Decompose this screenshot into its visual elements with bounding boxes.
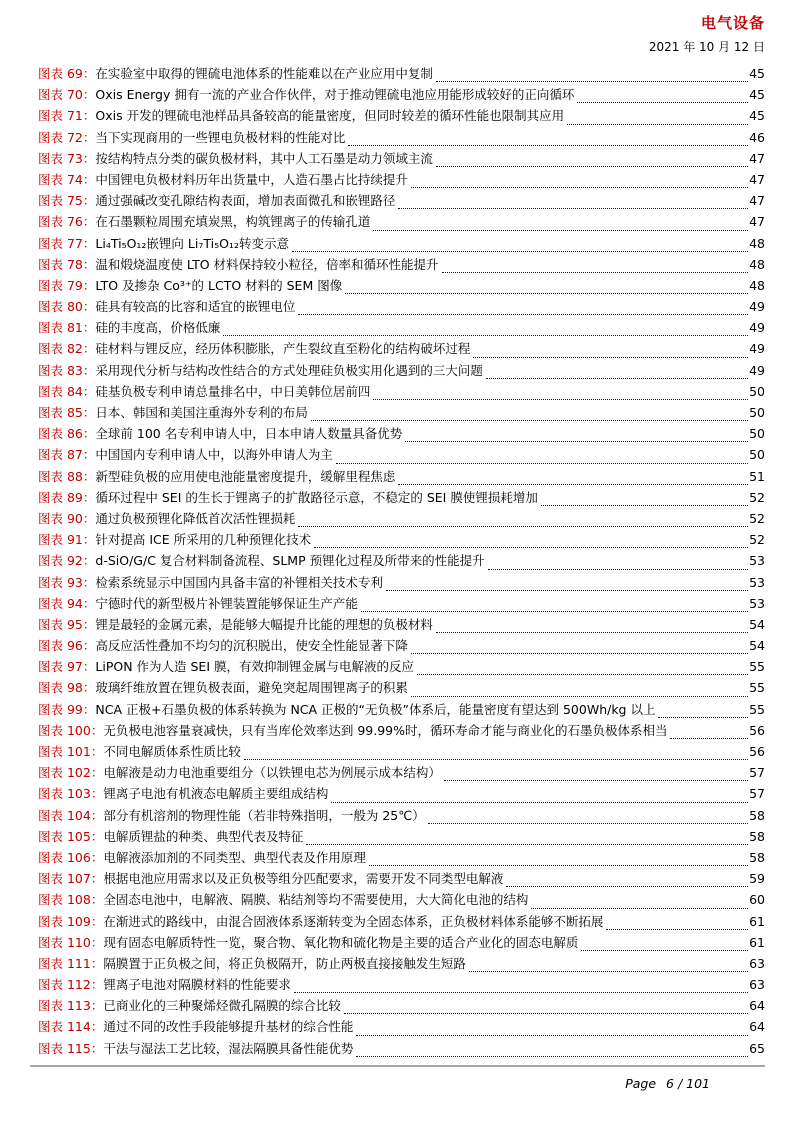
toc-entry-label: 图表 114： bbox=[38, 1019, 104, 1035]
toc-entry[interactable] bbox=[38, 128, 765, 149]
toc-entry-page: 46 bbox=[749, 129, 765, 145]
toc-entry-title: LiPON 作为人造 SEI 膜，有效抑制锂金属与电解液的反应 bbox=[95, 659, 414, 675]
toc-entry-title: 硅具有较高的比容和适宜的嵌锂电位 bbox=[95, 299, 296, 315]
toc-entry-page: 55 bbox=[749, 701, 765, 717]
dotted-leader-icon bbox=[444, 766, 748, 781]
toc-entry[interactable] bbox=[38, 509, 765, 530]
toc-entry-label: 图表 90： bbox=[38, 510, 96, 526]
toc-list bbox=[38, 64, 765, 1060]
dotted-leader-icon bbox=[244, 745, 748, 760]
toc-entry-page: 50 bbox=[749, 426, 765, 442]
dotted-leader-icon bbox=[506, 872, 748, 887]
toc-entry-title: 电解液是动力电池重要组分（以铁锂电芯为例展示成本结构） bbox=[103, 765, 441, 781]
dotted-leader-icon bbox=[386, 576, 748, 591]
toc-entry-page: 48 bbox=[749, 235, 765, 251]
toc-entry-label: 图表 86： bbox=[38, 426, 96, 442]
dotted-leader-icon bbox=[398, 470, 748, 485]
toc-entry-label: 图表 75： bbox=[38, 193, 96, 209]
toc-entry-page: 63 bbox=[749, 955, 765, 971]
toc-entry-label: 图表 112： bbox=[38, 977, 104, 993]
toc-entry[interactable] bbox=[38, 445, 765, 466]
toc-entry[interactable] bbox=[38, 276, 765, 297]
toc-entry-label: 图表 78： bbox=[38, 256, 96, 272]
toc-entry-label: 图表 105： bbox=[38, 828, 104, 844]
toc-entry-label: 图表 101： bbox=[38, 744, 104, 759]
toc-entry-title: 锂是最轻的金属元素，是能够大幅提升比能的理想的负极材料 bbox=[95, 616, 433, 632]
toc-entry-page: 50 bbox=[749, 383, 765, 399]
toc-entry[interactable] bbox=[38, 1039, 765, 1060]
toc-entry[interactable] bbox=[38, 721, 765, 742]
dotted-leader-icon bbox=[298, 300, 748, 315]
toc-entry-title: 针对提高 ICE 所采用的几种预锂化技术 bbox=[95, 532, 312, 548]
toc-entry[interactable] bbox=[38, 234, 765, 255]
toc-entry-title: 通过强碱改变孔隙结构表面，增加表面微孔和嵌锂路径 bbox=[95, 193, 396, 209]
dotted-leader-icon bbox=[223, 321, 748, 336]
dotted-leader-icon bbox=[488, 555, 749, 570]
toc-entry-title: LTO 及掺杂 Co³⁺的 LCTO 材料的 SEM 图像 bbox=[95, 277, 343, 293]
toc-entry[interactable] bbox=[38, 848, 765, 869]
toc-entry[interactable] bbox=[38, 85, 765, 106]
dotted-leader-icon bbox=[292, 237, 748, 252]
toc-entry-title: d-SiO/G/C 复合材料制备流程、SLMP 预锂化过程及所带来的性能提升 bbox=[95, 553, 485, 569]
toc-entry-title: 不同电解质体系性质比较 bbox=[103, 744, 241, 759]
dotted-leader-icon bbox=[567, 110, 748, 125]
toc-entry-page: 48 bbox=[749, 277, 765, 293]
toc-entry-page: 65 bbox=[749, 1040, 765, 1056]
toc-entry[interactable] bbox=[38, 361, 765, 382]
toc-entry-title: 全球前 100 名专利申请人中，日本申请人数量具备优势 bbox=[95, 426, 403, 442]
toc-entry-page: 56 bbox=[749, 722, 765, 738]
toc-entry-page: 60 bbox=[749, 892, 765, 908]
dotted-leader-icon bbox=[581, 936, 748, 951]
toc-entry-label: 图表 85： bbox=[38, 405, 96, 420]
toc-entry-label: 图表 99： bbox=[38, 701, 96, 717]
toc-entry[interactable] bbox=[38, 467, 765, 488]
toc-entry[interactable] bbox=[38, 403, 765, 424]
toc-entry-label: 图表 70： bbox=[38, 87, 96, 103]
toc-entry-title: 在渐进式的路线中，由混合固液体系逐渐转变为全固态体系，正负极材料体系能够不断拓展 bbox=[103, 913, 604, 929]
toc-entry[interactable] bbox=[38, 149, 765, 170]
toc-entry[interactable] bbox=[38, 784, 765, 805]
toc-entry[interactable] bbox=[38, 594, 765, 615]
dotted-leader-icon bbox=[411, 173, 748, 188]
toc-entry-label: 图表 79： bbox=[38, 277, 96, 293]
dotted-leader-icon bbox=[670, 724, 748, 739]
toc-entry-title: 电解质锂盐的种类、典型代表及特征 bbox=[103, 828, 304, 844]
dotted-leader-icon bbox=[336, 449, 748, 464]
toc-entry[interactable] bbox=[38, 615, 765, 636]
toc-entry-page: 64 bbox=[749, 998, 765, 1014]
toc-entry[interactable] bbox=[38, 106, 765, 127]
toc-entry-title: 现有固态电解质特性一览，聚合物、氧化物和硫化物是主要的适合产业化的固态电解质 bbox=[103, 934, 579, 950]
dotted-leader-icon bbox=[541, 491, 748, 506]
dotted-leader-icon bbox=[417, 660, 748, 675]
toc-entry[interactable] bbox=[38, 212, 765, 233]
toc-entry-label: 图表 97： bbox=[38, 659, 96, 675]
footer-divider bbox=[30, 1065, 765, 1067]
toc-entry-title: 电解液添加剂的不同类型、典型代表及作用原理 bbox=[103, 849, 366, 865]
toc-entry-page: 50 bbox=[749, 447, 765, 463]
toc-entry[interactable] bbox=[38, 636, 765, 657]
toc-entry-label: 图表 82： bbox=[38, 341, 96, 357]
toc-entry[interactable] bbox=[38, 64, 765, 85]
toc-entry[interactable] bbox=[38, 912, 765, 933]
report-date: 2021 年 10 月 12 日 bbox=[648, 40, 765, 54]
toc-entry[interactable] bbox=[38, 700, 765, 721]
toc-entry-page: 50 bbox=[749, 405, 765, 420]
toc-entry-label: 图表 81： bbox=[38, 320, 96, 336]
toc-entry-title: 在实验室中取得的锂硫电池体系的性能难以在产业应用中复制 bbox=[95, 66, 433, 81]
toc-entry[interactable] bbox=[38, 530, 765, 551]
toc-entry-title: Li₄Ti₅O₁₂嵌锂向 Li₇Ti₅O₁₂转变示意 bbox=[95, 235, 289, 251]
toc-entry[interactable] bbox=[38, 170, 765, 191]
toc-entry-title: 全固态电池中，电解液、隔膜、粘结剂等均不需要使用，大大简化电池的结构 bbox=[103, 892, 529, 908]
dotted-leader-icon bbox=[344, 999, 748, 1014]
toc-entry-page: 52 bbox=[749, 510, 765, 526]
toc-entry-page: 45 bbox=[749, 87, 765, 103]
dotted-leader-icon bbox=[606, 915, 748, 930]
dotted-leader-icon bbox=[369, 851, 748, 866]
toc-entry-label: 图表 103： bbox=[38, 786, 104, 802]
toc-entry-page: 53 bbox=[749, 574, 765, 590]
toc-entry-title: 锂离子电池有机液态电解质主要组成结构 bbox=[103, 786, 329, 802]
toc-entry[interactable] bbox=[38, 1017, 765, 1038]
toc-entry-page: 49 bbox=[749, 320, 765, 336]
toc-entry-page: 54 bbox=[749, 616, 765, 632]
toc-entry[interactable] bbox=[38, 255, 765, 276]
toc-entry-page: 58 bbox=[749, 828, 765, 844]
toc-entry-page: 53 bbox=[749, 595, 765, 611]
toc-entry-title: 按结构特点分类的碳负极材料，其中人工石墨是动力领域主流 bbox=[95, 150, 433, 166]
toc-entry-page: 45 bbox=[749, 66, 765, 81]
toc-entry-page: 51 bbox=[749, 468, 765, 484]
toc-entry-page: 48 bbox=[749, 256, 765, 272]
toc-entry-page: 55 bbox=[749, 659, 765, 675]
toc-entry-title: 通过不同的改性手段能够提升基材的综合性能 bbox=[103, 1019, 354, 1035]
toc-entry-page: 64 bbox=[749, 1019, 765, 1035]
toc-entry-title: 中国国内专利申请人中，以海外申请人为主 bbox=[95, 447, 333, 463]
dotted-leader-icon bbox=[405, 427, 748, 442]
toc-entry[interactable] bbox=[38, 339, 765, 360]
toc-entry-title: 部分有机溶剂的物理性能（若非特殊指明，一般为 25℃） bbox=[103, 807, 425, 823]
toc-entry-page: 57 bbox=[749, 786, 765, 802]
dotted-leader-icon bbox=[473, 343, 748, 358]
toc-entry-page: 47 bbox=[749, 193, 765, 209]
toc-entry-label: 图表 100： bbox=[38, 722, 104, 738]
dotted-leader-icon bbox=[398, 194, 748, 209]
toc-entry-title: 在石墨颗粒周围充填炭黑，构筑锂离子的传输孔道 bbox=[95, 214, 371, 230]
toc-entry-title: 已商业化的三种聚烯烃微孔隔膜的综合比较 bbox=[103, 998, 341, 1014]
toc-entry-page: 63 bbox=[749, 977, 765, 993]
toc-entry-label: 图表 104： bbox=[38, 807, 104, 823]
dotted-leader-icon bbox=[356, 1042, 748, 1057]
toc-entry[interactable] bbox=[38, 933, 765, 954]
toc-entry[interactable] bbox=[38, 678, 765, 699]
toc-entry-title: 硅的丰度高，价格低廉 bbox=[95, 320, 221, 336]
toc-entry-page: 54 bbox=[749, 638, 765, 654]
toc-entry-page: 49 bbox=[749, 362, 765, 378]
toc-entry-label: 图表 71： bbox=[38, 108, 96, 124]
toc-entry-label: 图表 113： bbox=[38, 998, 104, 1014]
dotted-leader-icon bbox=[428, 809, 748, 824]
toc-entry[interactable] bbox=[38, 869, 765, 890]
dotted-leader-icon bbox=[345, 279, 748, 294]
toc-entry-title: 通过负极预锂化降低首次活性锂损耗 bbox=[95, 510, 296, 526]
toc-entry-label: 图表 96： bbox=[38, 638, 96, 654]
toc-entry-page: 55 bbox=[749, 680, 765, 696]
toc-entry-label: 图表 76： bbox=[38, 214, 96, 230]
toc-entry-label: 图表 72： bbox=[38, 129, 96, 145]
toc-entry[interactable] bbox=[38, 551, 765, 572]
toc-entry-title: 干法与湿法工艺比较，湿法隔膜具备性能优势 bbox=[103, 1040, 354, 1056]
toc-entry-page: 49 bbox=[749, 341, 765, 357]
toc-entry-page: 47 bbox=[749, 214, 765, 230]
toc-entry-title: Oxis Energy 拥有一流的产业合作伙伴，对于推动锂硫电池应用能形成较好的正向循环 bbox=[95, 87, 575, 103]
toc-entry-label: 图表 110： bbox=[38, 934, 104, 950]
toc-entry-page: 61 bbox=[749, 913, 765, 929]
dotted-leader-icon bbox=[577, 88, 748, 103]
dotted-leader-icon bbox=[436, 152, 748, 167]
toc-entry-label: 图表 115： bbox=[38, 1040, 104, 1056]
toc-entry-label: 图表 89： bbox=[38, 489, 96, 505]
toc-entry-page: 61 bbox=[749, 934, 765, 950]
dotted-leader-icon bbox=[306, 830, 748, 845]
toc-entry[interactable] bbox=[38, 763, 765, 784]
dotted-leader-icon bbox=[411, 639, 748, 654]
toc-entry-label: 图表 69： bbox=[38, 66, 96, 81]
dotted-leader-icon bbox=[331, 788, 748, 803]
dotted-leader-icon bbox=[442, 258, 749, 273]
toc-entry-label: 图表 107： bbox=[38, 871, 104, 887]
toc-entry-title: 采用现代分析与结构改性结合的方式处理硅负极实用化遇到的三大问题 bbox=[95, 362, 483, 378]
toc-entry[interactable] bbox=[38, 191, 765, 212]
dotted-leader-icon bbox=[436, 618, 748, 633]
dotted-leader-icon bbox=[298, 512, 748, 527]
toc-entry-page: 45 bbox=[749, 108, 765, 124]
toc-entry-title: 无负极电池容量衰减快，只有当库伦效率达到 99.99%时，循环寿命才能与商业化的石墨负极体系相当 bbox=[103, 722, 668, 738]
toc-entry-page: 47 bbox=[749, 150, 765, 166]
toc-entry[interactable] bbox=[38, 954, 765, 975]
toc-entry-label: 图表 91： bbox=[38, 532, 96, 548]
toc-entry-label: 图表 102： bbox=[38, 765, 104, 781]
dotted-leader-icon bbox=[373, 385, 748, 400]
toc-entry-page: 56 bbox=[749, 744, 765, 759]
toc-entry-label: 图表 111： bbox=[38, 955, 104, 971]
toc-entry[interactable] bbox=[38, 890, 765, 911]
toc-entry-label: 图表 74： bbox=[38, 171, 96, 187]
toc-entry-title: 日本、韩国和美国注重海外专利的布局 bbox=[95, 405, 308, 420]
toc-entry-title: 宁德时代的新型极片补锂装置能够保证生产产能 bbox=[95, 595, 358, 611]
toc-entry[interactable] bbox=[38, 827, 765, 848]
toc-entry[interactable] bbox=[38, 424, 765, 445]
toc-entry-title: Oxis 开发的锂硫电池样品具备较高的能量密度，但同时较差的循环性能也限制其应用 bbox=[95, 108, 565, 124]
toc-entry-label: 图表 106： bbox=[38, 849, 104, 865]
dotted-leader-icon bbox=[356, 1021, 748, 1036]
toc-entry-title: 新型硅负极的应用使电池能量密度提升，缓解里程焦虑 bbox=[95, 468, 396, 484]
toc-entry-title: 检索系统显示中国国内具备丰富的补锂相关技术专利 bbox=[95, 574, 383, 590]
dotted-leader-icon bbox=[469, 957, 748, 972]
toc-entry-label: 图表 73： bbox=[38, 150, 96, 166]
toc-entry[interactable] bbox=[38, 297, 765, 318]
toc-entry-title: 中国锂电负极材料历年出货量中，人造石墨占比持续提升 bbox=[95, 171, 408, 187]
toc-entry-label: 图表 88： bbox=[38, 468, 96, 484]
toc-entry-page: 49 bbox=[749, 299, 765, 315]
page-indicator bbox=[625, 1076, 710, 1091]
dotted-leader-icon bbox=[486, 364, 748, 379]
toc-entry-title: 循环过程中 SEI 的生长于锂离子的扩散路径示意，不稳定的 SEI 膜使锂损耗增加 bbox=[95, 489, 538, 505]
dotted-leader-icon bbox=[311, 406, 748, 421]
toc-entry-label: 图表 80： bbox=[38, 299, 96, 315]
dotted-leader-icon bbox=[361, 597, 748, 612]
toc-entry-page: 58 bbox=[749, 849, 765, 865]
toc-entry-label: 图表 93： bbox=[38, 574, 96, 590]
dotted-leader-icon bbox=[531, 894, 748, 909]
toc-entry-page: 53 bbox=[749, 553, 765, 569]
toc-entry-page: 59 bbox=[749, 871, 765, 887]
toc-entry[interactable] bbox=[38, 806, 765, 827]
dotted-leader-icon bbox=[348, 131, 748, 146]
page-label: Page bbox=[625, 1076, 657, 1091]
toc-entry[interactable] bbox=[38, 573, 765, 594]
toc-entry-label: 图表 94： bbox=[38, 595, 96, 611]
toc-entry-title: 高反应活性叠加不均匀的沉积脱出，使安全性能显著下降 bbox=[95, 638, 408, 654]
dotted-leader-icon bbox=[294, 978, 748, 993]
toc-entry[interactable] bbox=[38, 975, 765, 996]
toc-entry-page: 47 bbox=[749, 171, 765, 187]
toc-entry-label: 图表 84： bbox=[38, 383, 96, 399]
toc-entry-title: 硅基负极专利申请总量排名中，中日美韩位居前四 bbox=[95, 383, 371, 399]
toc-entry[interactable] bbox=[38, 488, 765, 509]
dotted-leader-icon bbox=[411, 682, 748, 697]
toc-entry[interactable] bbox=[38, 742, 765, 763]
page-number: 6 / 101 bbox=[666, 1076, 710, 1091]
toc-entry-title: NCA 正极+石墨负极的体系转换为 NCA 正极的“无负极”体系后，能量密度有望达到 500Wh/kg 以上 bbox=[95, 701, 656, 717]
toc-entry-page: 57 bbox=[749, 765, 765, 781]
report-category: 电气设备 bbox=[700, 14, 765, 32]
toc-entry-title: 隔膜置于正负极之间，将正负极隔开，防止两极直接接触发生短路 bbox=[103, 955, 466, 971]
toc-entry-page: 58 bbox=[749, 807, 765, 823]
toc-entry-label: 图表 83： bbox=[38, 362, 96, 378]
dotted-leader-icon bbox=[436, 67, 748, 82]
toc-entry-title: 锂离子电池对隔膜材料的性能要求 bbox=[103, 977, 291, 993]
dotted-leader-icon bbox=[658, 703, 748, 718]
toc-entry[interactable] bbox=[38, 996, 765, 1017]
toc-entry-label: 图表 109： bbox=[38, 913, 104, 929]
toc-entry-page: 52 bbox=[749, 532, 765, 548]
dotted-leader-icon bbox=[314, 533, 748, 548]
toc-entry-label: 图表 108： bbox=[38, 892, 104, 908]
toc-entry-page: 52 bbox=[749, 489, 765, 505]
toc-entry-label: 图表 95： bbox=[38, 616, 96, 632]
toc-entry-label: 图表 87： bbox=[38, 447, 96, 463]
toc-entry-title: 玻璃纤维放置在锂负极表面，避免突起周围锂离子的积累 bbox=[95, 680, 408, 696]
toc-entry[interactable] bbox=[38, 382, 765, 403]
toc-entry-label: 图表 92： bbox=[38, 553, 96, 569]
toc-entry-label: 图表 77： bbox=[38, 235, 96, 251]
toc-entry[interactable] bbox=[38, 657, 765, 678]
dotted-leader-icon bbox=[373, 216, 748, 231]
toc-entry-title: 温和煅烧温度使 LTO 材料保持较小粒径，倍率和循环性能提升 bbox=[95, 256, 439, 272]
toc-entry[interactable] bbox=[38, 318, 765, 339]
toc-entry-label: 图表 98： bbox=[38, 680, 96, 696]
report-header bbox=[649, 14, 765, 54]
toc-entry-title: 根据电池应用需求以及正负极等组分匹配要求，需要开发不同类型电解液 bbox=[103, 871, 504, 887]
toc-entry-title: 当下实现商用的一些锂电负极材料的性能对比 bbox=[95, 129, 346, 145]
toc-entry-title: 硅材料与锂反应，经历体积膨胀，产生裂纹直至粉化的结构破坏过程 bbox=[95, 341, 471, 357]
